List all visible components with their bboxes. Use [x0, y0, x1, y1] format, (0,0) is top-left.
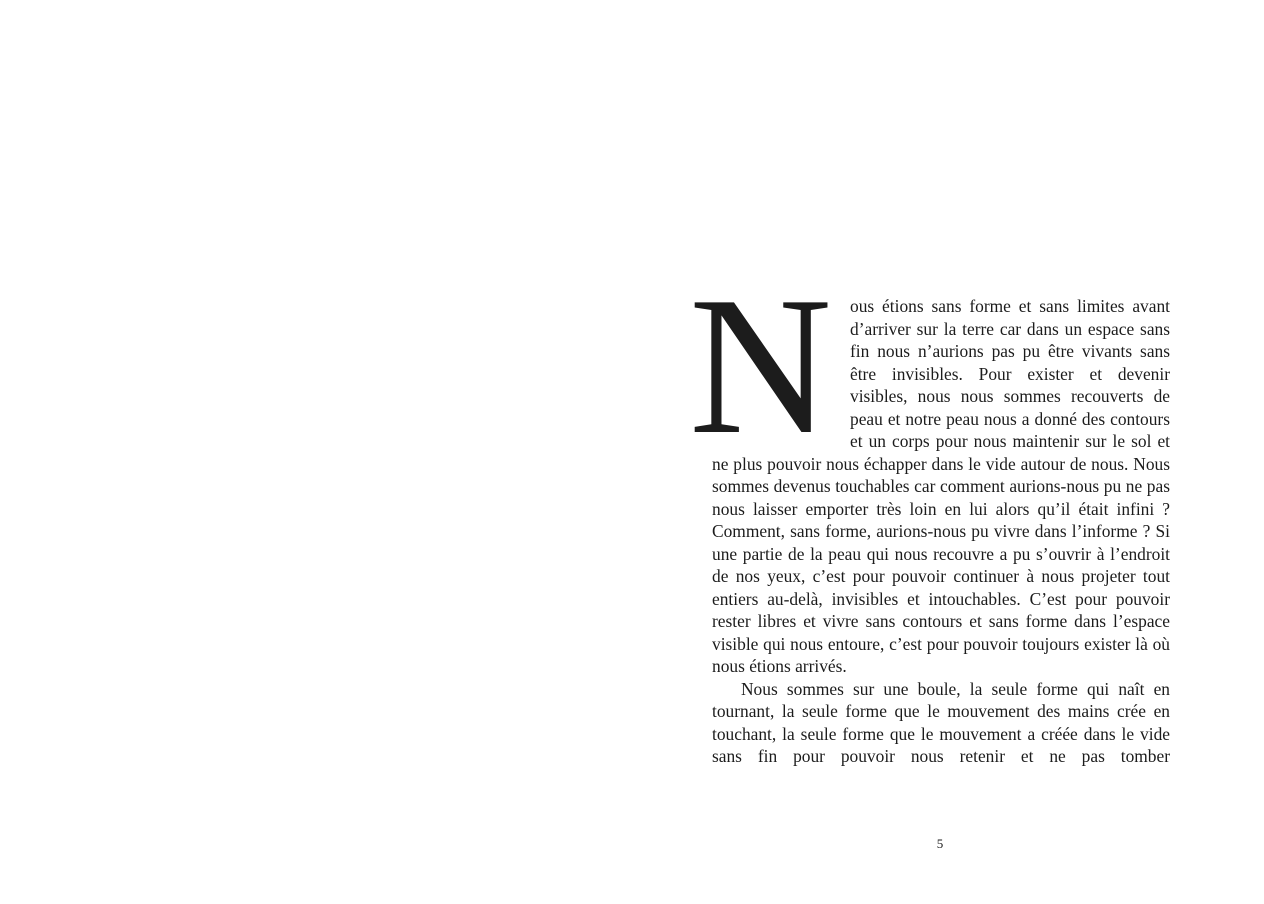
paragraph-1 — [689, 256, 1170, 678]
drop-cap-letter: N — [689, 256, 832, 475]
paragraph-2: Nous sommes sur une boule, la seule forme qui naît en tournant, la seule forme que le mouvement des mains crée en touchant, la seule forme que le mouvement a créée dans le vide sans fin pour pouvoir nous retenir et ne pas tomber — [712, 678, 1170, 766]
page-number: 5 — [936, 836, 944, 851]
paragraph-1-text: ous étions sans forme et sans limites avant d’arriver sur la terre car dans un espace sans fin nous n’aurions pas pu être vivants sans être invisibles. Pour exister et devenir visibles, nous nous sommes recouverts de peau et notre peau nous a donné des contours et un corps pour nous maintenir sur le sol et ne plus pouvoir nous échapper dans le vide autour de nous. Nous sommes devenus touchables car comment aurions-nous pu ne pas nous laisser emporter très loin en lui alors qu’il était infini ? Comment, sans forme, aurions-nous pu vivre dans l’informe ? Si une partie de la peau qui nous recouvre a pu s’ouvrir à l’endroit de nos yeux, c’est pour pouvoir continuer à nous projeter tout entiers au-delà, invisibles et intouchables. C’est pour pouvoir rester libres et vivre sans contours et sans forme dans l’espace visible qui nous entoure, c’est pour pouvoir toujours exister là où nous étions arrivés. — [712, 296, 1170, 676]
right-page — [632, 0, 1264, 904]
body-text — [689, 256, 1170, 768]
